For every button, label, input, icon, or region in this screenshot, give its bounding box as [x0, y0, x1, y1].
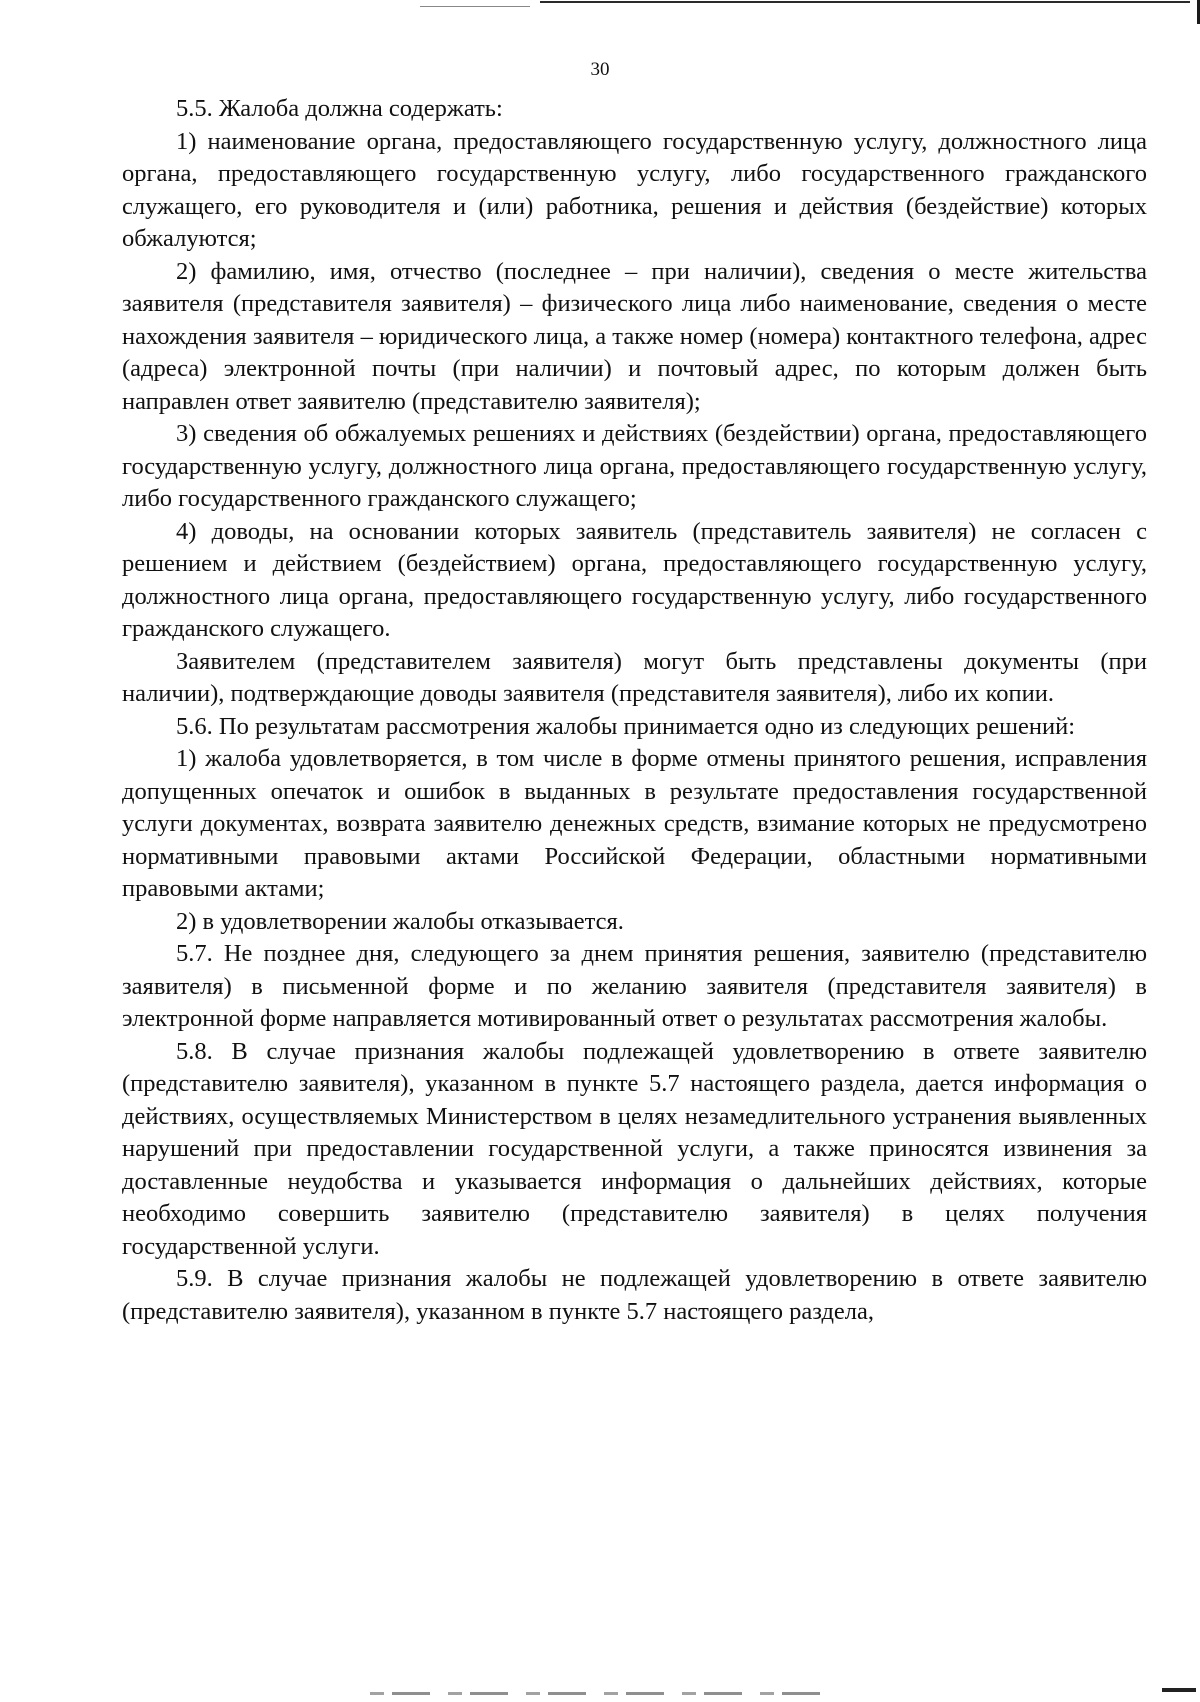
scan-edge-line [540, 1, 1190, 3]
paragraph: 5.6. По результатам рассмотрения жалобы принимается одно из следующих решений: [176, 712, 1076, 740]
paragraph: 5.7. Не позднее дня, следующего за днем принятия решения, заявителю (представителю заявителя) в письменной форме и по желанию заявителя (представителя заявителя) в электронной форме направляется мотивированный ответ о результатах рассмотрения жалобы. [122, 940, 1147, 1032]
scan-edge-marks [370, 1692, 830, 1695]
paragraph: 1) жалоба удовлетворяется, в том числе в форме отмены принятого решения, исправления допущенных опечаток и ошибок в выданных в результате предоставления государственной услуги документах, возврата заявителю денежных средств, взимание которых не предусмотрено нормативными правовыми актами Российской Федерации, областными нормативными правовыми актами; [122, 745, 1147, 902]
paragraph: 2) в удовлетворении жалобы отказывается. [176, 907, 624, 935]
page-number: 30 [590, 59, 610, 80]
paragraph: 2) фамилию, имя, отчество (последнее – при наличии), сведения о месте жительства заявителя (представителя заявителя) – физического лица либо наименование, сведения о месте нахождения заявителя – юридического лица, а также номер (номера) контактного телефона, адрес (адреса) электронной почты (при наличии) и почтовый адрес, по которым должен быть направлен ответ заявителю (представителю заявителя); [122, 257, 1147, 415]
paragraph: 4) доводы, на основании которых заявитель (представитель заявителя) не согласен с решением и действием (бездействием) органа, предоставляющего государственную услугу, должностного лица органа, предоставляющего государственную услугу, либо государственного гражданского служащего. [122, 517, 1147, 642]
document-body [122, 93, 1147, 1328]
scan-edge-line [420, 6, 530, 7]
paragraph: Заявителем (представителем заявителя) могут быть представлены документы (при наличии), подтверждающие доводы заявителя (представителя заявителя), либо их копии. [122, 647, 1147, 707]
scan-edge-mark [1162, 1688, 1196, 1692]
paragraph: 5.9. В случае признания жалобы не подлежащей удовлетворению в ответе заявителю (представителю заявителя), указанном в пункте 5.7 настоящего раздела, [122, 1265, 1147, 1325]
paragraph: 5.5. Жалоба должна содержать: [176, 95, 503, 122]
paragraph: 5.8. В случае признания жалобы подлежащей удовлетворению в ответе заявителю (представителю заявителя), указанном в пункте 5.7 настоящего раздела, дается информация о действиях, осуществляемых Министерством в целях незамедлительного устранения выявленных нарушений при предоставлении государственной услуги, а также приносятся извинения за доставленные неудобства и указывается информация о дальнейших действиях, которые необходимо совершить заявителю (представителю заявителя) в целях получения государственной услуги. [122, 1037, 1147, 1260]
paragraph: 1) наименование органа, предоставляющего государственную услугу, должностного лица органа, предоставляющего государственную услугу, либо государственного гражданского служащего, его руководителя и (или) работника, решения и действия (бездействие) которых обжалуются; [122, 127, 1147, 252]
paragraph: 3) сведения об обжалуемых решениях и действиях (бездействии) органа, предоставляющего государственную услугу, должностного лица органа, предоставляющего государственную услугу, либо государственного гражданского служащего; [122, 420, 1147, 512]
